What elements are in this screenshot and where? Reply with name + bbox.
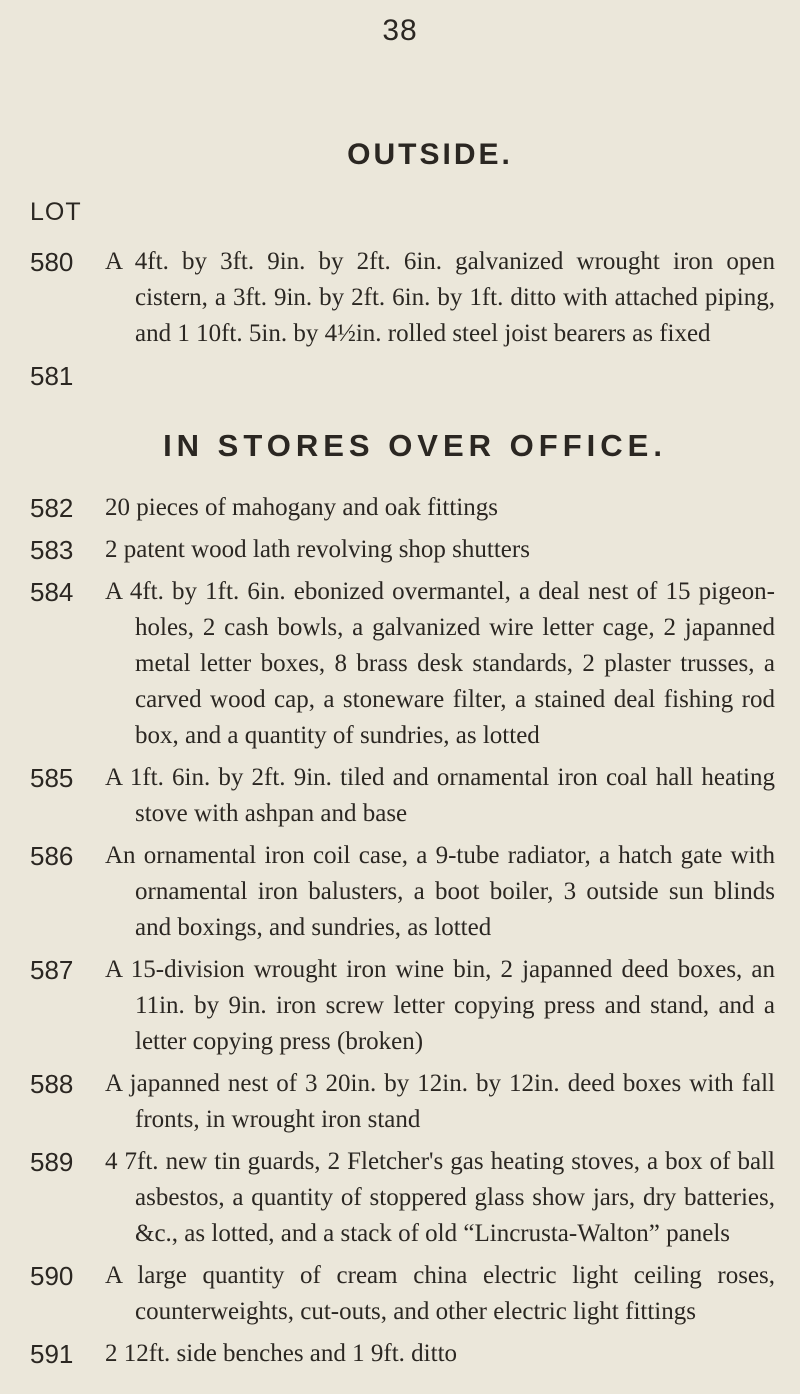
section-heading-outside: OUTSIDE.: [347, 138, 513, 171]
lot-number: 580: [30, 247, 74, 277]
lot-description: 4 7ft. new tin guards, 2 Fletcher's gas heating stoves, a box of ball asbestos, a quantity of stoppered glass show jars, dry batteries, &c., as lotted, and a stack of old “Lincrusta-Walton” panels: [105, 1148, 775, 1247]
lot-number: 584: [30, 577, 74, 607]
lot-number: 585: [30, 763, 74, 793]
page-number: 38: [382, 14, 418, 47]
lot-description: An ornamental iron coil case, a 9-tube radiator, a hatch gate with ornamental iron balusters, a boot boiler, 3 outside sun blinds and boxings, and sundries, as lotted: [105, 842, 775, 941]
lot-number: 590: [30, 1261, 74, 1291]
lot-number: 591: [30, 1339, 74, 1369]
lot-description: A 15-division wrought iron wine bin, 2 japanned deed boxes, an 11in. by 9in. iron screw letter copying press and stand, and a letter copying press (broken): [105, 956, 775, 1055]
lot-description: 20 pieces of mahogany and oak fittings: [105, 494, 498, 521]
lot-number: 586: [30, 841, 74, 871]
lot-number: 588: [30, 1069, 74, 1099]
section-heading-stores: IN STORES OVER OFFICE.: [163, 428, 667, 463]
lot-column-label: LOT: [30, 198, 82, 226]
lot-description: 2 12ft. side benches and 1 9ft. ditto: [105, 1340, 458, 1367]
lot-number: 587: [30, 955, 74, 985]
lot-description: A 1ft. 6in. by 2ft. 9in. tiled and ornamental iron coal hall heating stove with ashpan and base: [105, 764, 775, 827]
lot-number: 582: [30, 493, 74, 523]
lot-description: A 4ft. by 3ft. 9in. by 2ft. 6in. galvanized wrought iron open cistern, a 3ft. 9in. by 2ft. 6in. by 1ft. ditto with attached piping, and 1 10ft. 5in. by 4½in. rolled steel joist bearers as fixed: [105, 248, 775, 347]
lot-description: A japanned nest of 3 20in. by 12in. by 12in. deed boxes with fall fronts, in wrought iron stand: [105, 1070, 775, 1133]
lot-number: 589: [30, 1147, 74, 1177]
lot-description: A large quantity of cream china electric light ceiling roses, counterweights, cut-outs, and other electric light fittings: [105, 1262, 775, 1325]
lot-number: 583: [30, 535, 74, 565]
lot-number: 581: [30, 361, 74, 391]
lot-description: 2 patent wood lath revolving shop shutters: [105, 536, 530, 563]
lot-description: A 4ft. by 1ft. 6in. ebonized overmantel, a deal nest of 15 pigeon-holes, 2 cash bowls, a galvanized wire letter cage, 2 japanned metal letter boxes, 8 brass desk standards, 2 plaster trusses, a carved wood cap, a stoneware filter, a stained deal fishing rod box, and a quantity of sundries, as lotted: [105, 578, 775, 749]
